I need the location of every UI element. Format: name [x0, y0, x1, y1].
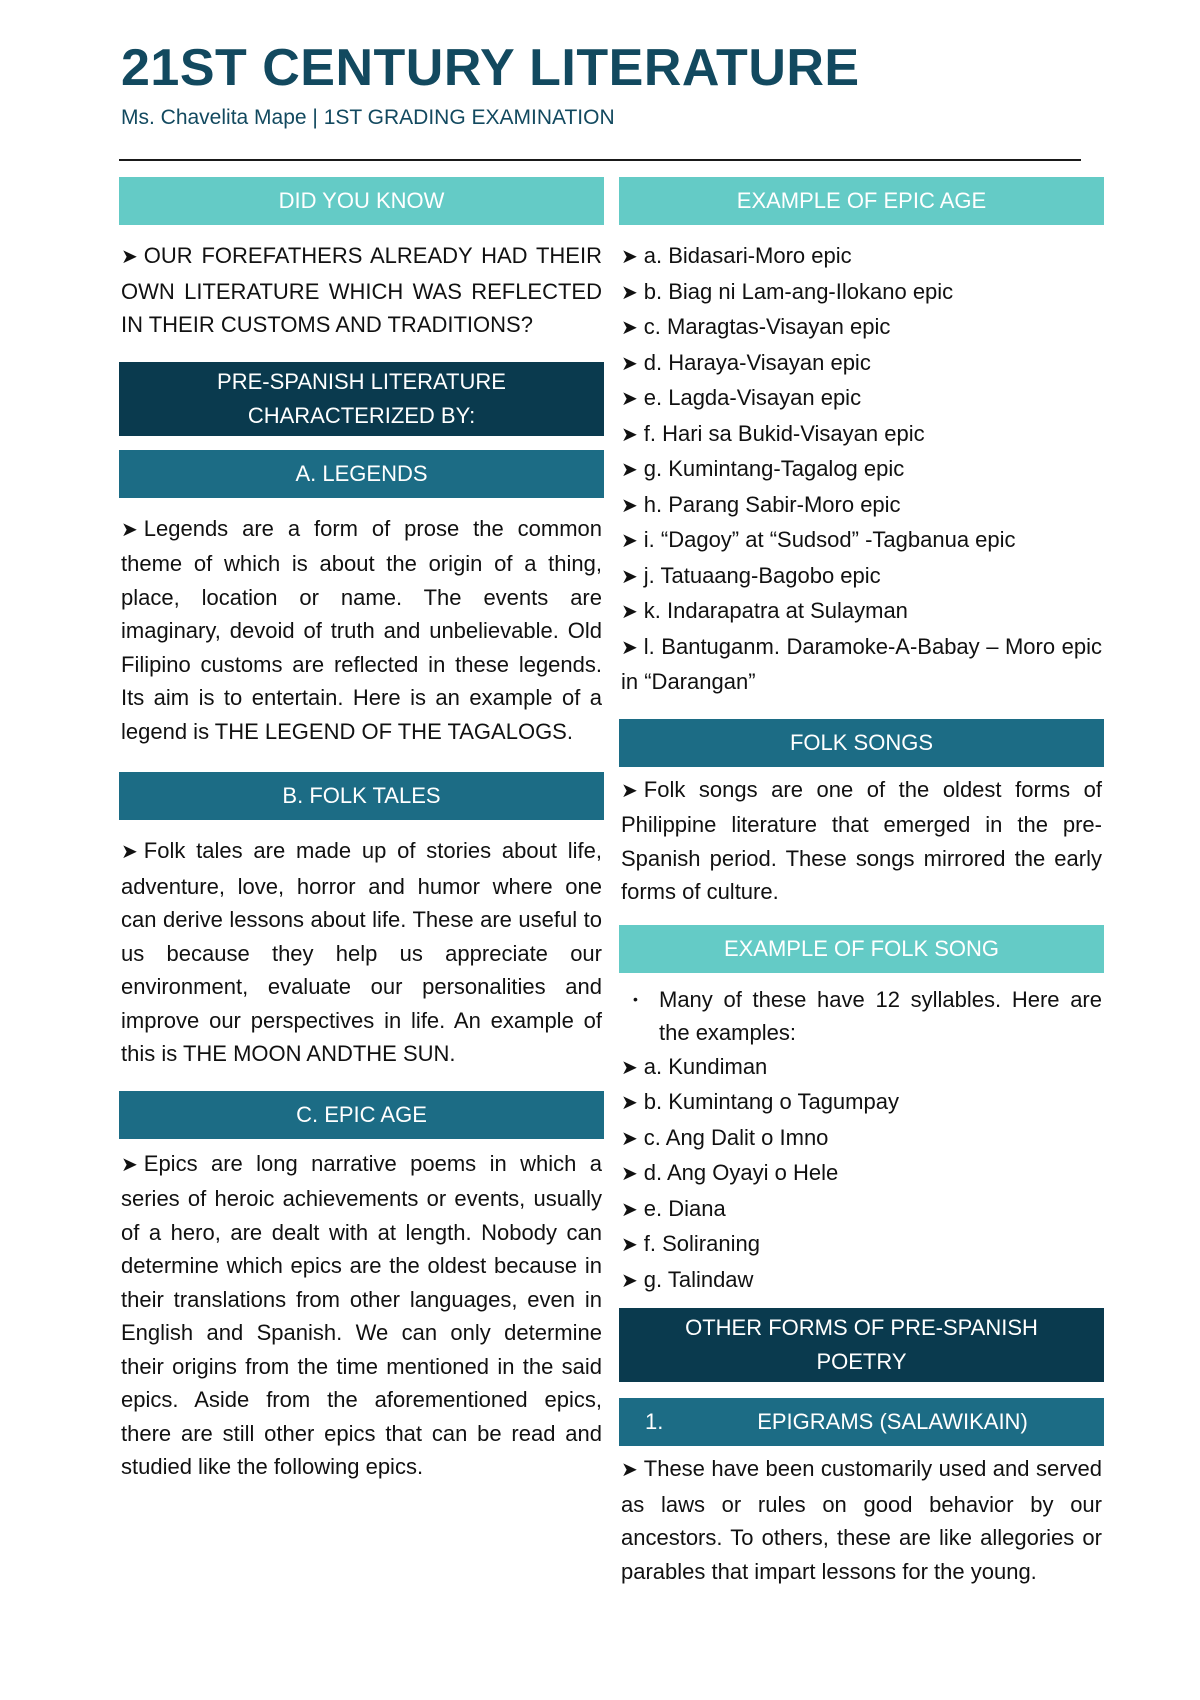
list-item: ➤ f. Hari sa Bukid-Visayan epic [621, 420, 925, 446]
list-item: ➤ c. Maragtas-Visayan epic [621, 314, 891, 339]
arrow-bullet-icon: ➤ [621, 601, 638, 623]
arrow-bullet-icon: ➤ [621, 1459, 638, 1481]
arrow-bullet-icon: ➤ [621, 565, 638, 588]
arrow-bullet-icon: ➤ [621, 352, 638, 375]
list-item: ➤ b. Kumintang o Tagumpay [621, 1089, 899, 1114]
arrow-bullet-icon: ➤ [621, 423, 638, 446]
epigrams-text: ➤ These have been customarily used and served as laws or rules on good behavior by our ancestors. To others, these are like allegories or parables that impart lessons for the young. [621, 1456, 1102, 1584]
other-forms-heading: OTHER FORMS OF PRE-SPANISH POETRY [619, 1308, 1104, 1382]
arrow-bullet-icon: ➤ [621, 779, 638, 802]
epic-age-text: ➤ Epics are long narrative poems in which a series of heroic achievements or events, usually of a hero, are dealt with at length. Nobody can determine which epics are the oldest because in their translations from other languages, even in English and Spanish. We can only determine their origins from the time mentioned in the said epics. Aside from the aforementioned epics, there are still other epics that can be read and studied like the following epics. [121, 1150, 602, 1479]
folk-song-intro: • Many of these have 12 syllables. Here are the examples: [619, 983, 1104, 1050]
folk-song-examples-heading: EXAMPLE OF FOLK SONG [619, 925, 1104, 973]
arrow-bullet-icon: ➤ [621, 530, 638, 552]
did-you-know-text: ➤ OUR FOREFATHERS ALREADY HAD THEIR OWN LITERATURE WHICH WAS REFLECTED IN THEIR CUSTOMS AND TRADITIONS? [121, 243, 602, 337]
arrow-bullet-icon: ➤ [621, 246, 638, 268]
folk-tales-heading: B. FOLK TALES [119, 772, 604, 820]
list-item: ➤ a. Bidasari-Moro epic [621, 243, 852, 268]
page-title: 21ST CENTURY LITERATURE [121, 39, 860, 97]
arrow-bullet-icon: ➤ [621, 494, 638, 517]
dot-bullet-icon: • [633, 990, 638, 1007]
folk-songs-heading: FOLK SONGS [619, 719, 1104, 767]
list-item: ➤ h. Parang Sabir-Moro epic [621, 491, 901, 517]
arrow-bullet-icon: ➤ [621, 1056, 638, 1079]
page-subtitle: Ms. Chavelita Mape | 1ST GRADING EXAMINATION [121, 106, 615, 129]
list-item: ➤ d. Ang Oyayi o Hele [621, 1160, 839, 1185]
legends-text: ➤ Legends are a form of prose the common theme of which is about the origin of a thing, place, location or name. The events are imaginary, devoid of truth and unbelievable. Old Filipino customs are reflected in these legends. Its aim is to entertain. Here is an example of a legend is THE LEGEND OF THE TAGALOGS. [121, 515, 602, 744]
list-item: ➤ f. Soliraning [621, 1231, 760, 1256]
list-item: ➤ a. Kundiman [621, 1053, 768, 1079]
list-item: ➤ e. Lagda-Visayan epic [621, 385, 862, 410]
pre-spanish-heading: PRE-SPANISH LITERATURE CHARACTERIZED BY: [119, 362, 604, 436]
arrow-bullet-icon: ➤ [621, 1163, 638, 1185]
title-divider [119, 159, 1081, 161]
arrow-bullet-icon: ➤ [621, 1234, 638, 1256]
arrow-bullet-icon: ➤ [121, 841, 138, 863]
did-you-know-heading: DID YOU KNOW [119, 177, 604, 225]
list-item: ➤ b. Biag ni Lam-ang-Ilokano epic [621, 278, 954, 304]
legends-heading: A. LEGENDS [119, 450, 604, 498]
folk-songs-text: ➤ Folk songs are one of the oldest forms of Philippine literature that emerged in the pre-Spanish period. These songs mirrored the early forms of culture. [621, 776, 1102, 904]
list-item: ➤ k. Indarapatra at Sulayman [621, 598, 908, 623]
arrow-bullet-icon: ➤ [621, 281, 638, 304]
epic-age-heading: C. EPIC AGE [119, 1091, 604, 1139]
epic-examples-list [619, 239, 1104, 630]
list-item: ➤ j. Tatuaang-Bagobo epic [621, 562, 881, 588]
folk-song-examples-list [619, 1050, 1104, 1299]
list-item: ➤ g. Talindaw [621, 1266, 754, 1292]
epigrams-heading [619, 1398, 1104, 1446]
list-item: ➤ l. Bantuganm. Daramoke-A-Babay – Moro epic in “Darangan” [621, 633, 1102, 694]
arrow-bullet-icon: ➤ [121, 1153, 138, 1176]
arrow-bullet-icon: ➤ [121, 246, 138, 268]
list-item: ➤ c. Ang Dalit o Imno [621, 1124, 829, 1150]
arrow-bullet-icon: ➤ [621, 636, 638, 659]
list-item: ➤ d. Haraya-Visayan epic [621, 349, 871, 375]
arrow-bullet-icon: ➤ [121, 518, 138, 541]
arrow-bullet-icon: ➤ [621, 1127, 638, 1150]
arrow-bullet-icon: ➤ [621, 317, 638, 339]
right-column [619, 177, 1104, 1588]
arrow-bullet-icon: ➤ [621, 1269, 638, 1292]
epigrams-heading-label: EPIGRAMS (SALAWIKAIN) [757, 1409, 1028, 1434]
arrow-bullet-icon: ➤ [621, 1092, 638, 1114]
list-item: ➤ g. Kumintang-Tagalog epic [621, 456, 905, 481]
epigrams-number: 1. [645, 1409, 664, 1434]
arrow-bullet-icon: ➤ [621, 1198, 638, 1221]
arrow-bullet-icon: ➤ [621, 459, 638, 481]
arrow-bullet-icon: ➤ [621, 388, 638, 410]
epic-examples-heading: EXAMPLE OF EPIC AGE [619, 177, 1104, 225]
folk-tales-text: ➤ Folk tales are made up of stories about life, adventure, love, horror and humor where one can derive lessons about life. These are useful to us because they help us appreciate our environment, evaluate our personalities and improve our perspectives in life. An example of this is THE MOON ANDTHE SUN. [121, 838, 602, 1066]
list-item: ➤ e. Diana [621, 1195, 726, 1221]
list-item: ➤ i. “Dagoy” at “Sudsod” -Tagbanua epic [621, 527, 1016, 552]
left-column [119, 177, 604, 1484]
